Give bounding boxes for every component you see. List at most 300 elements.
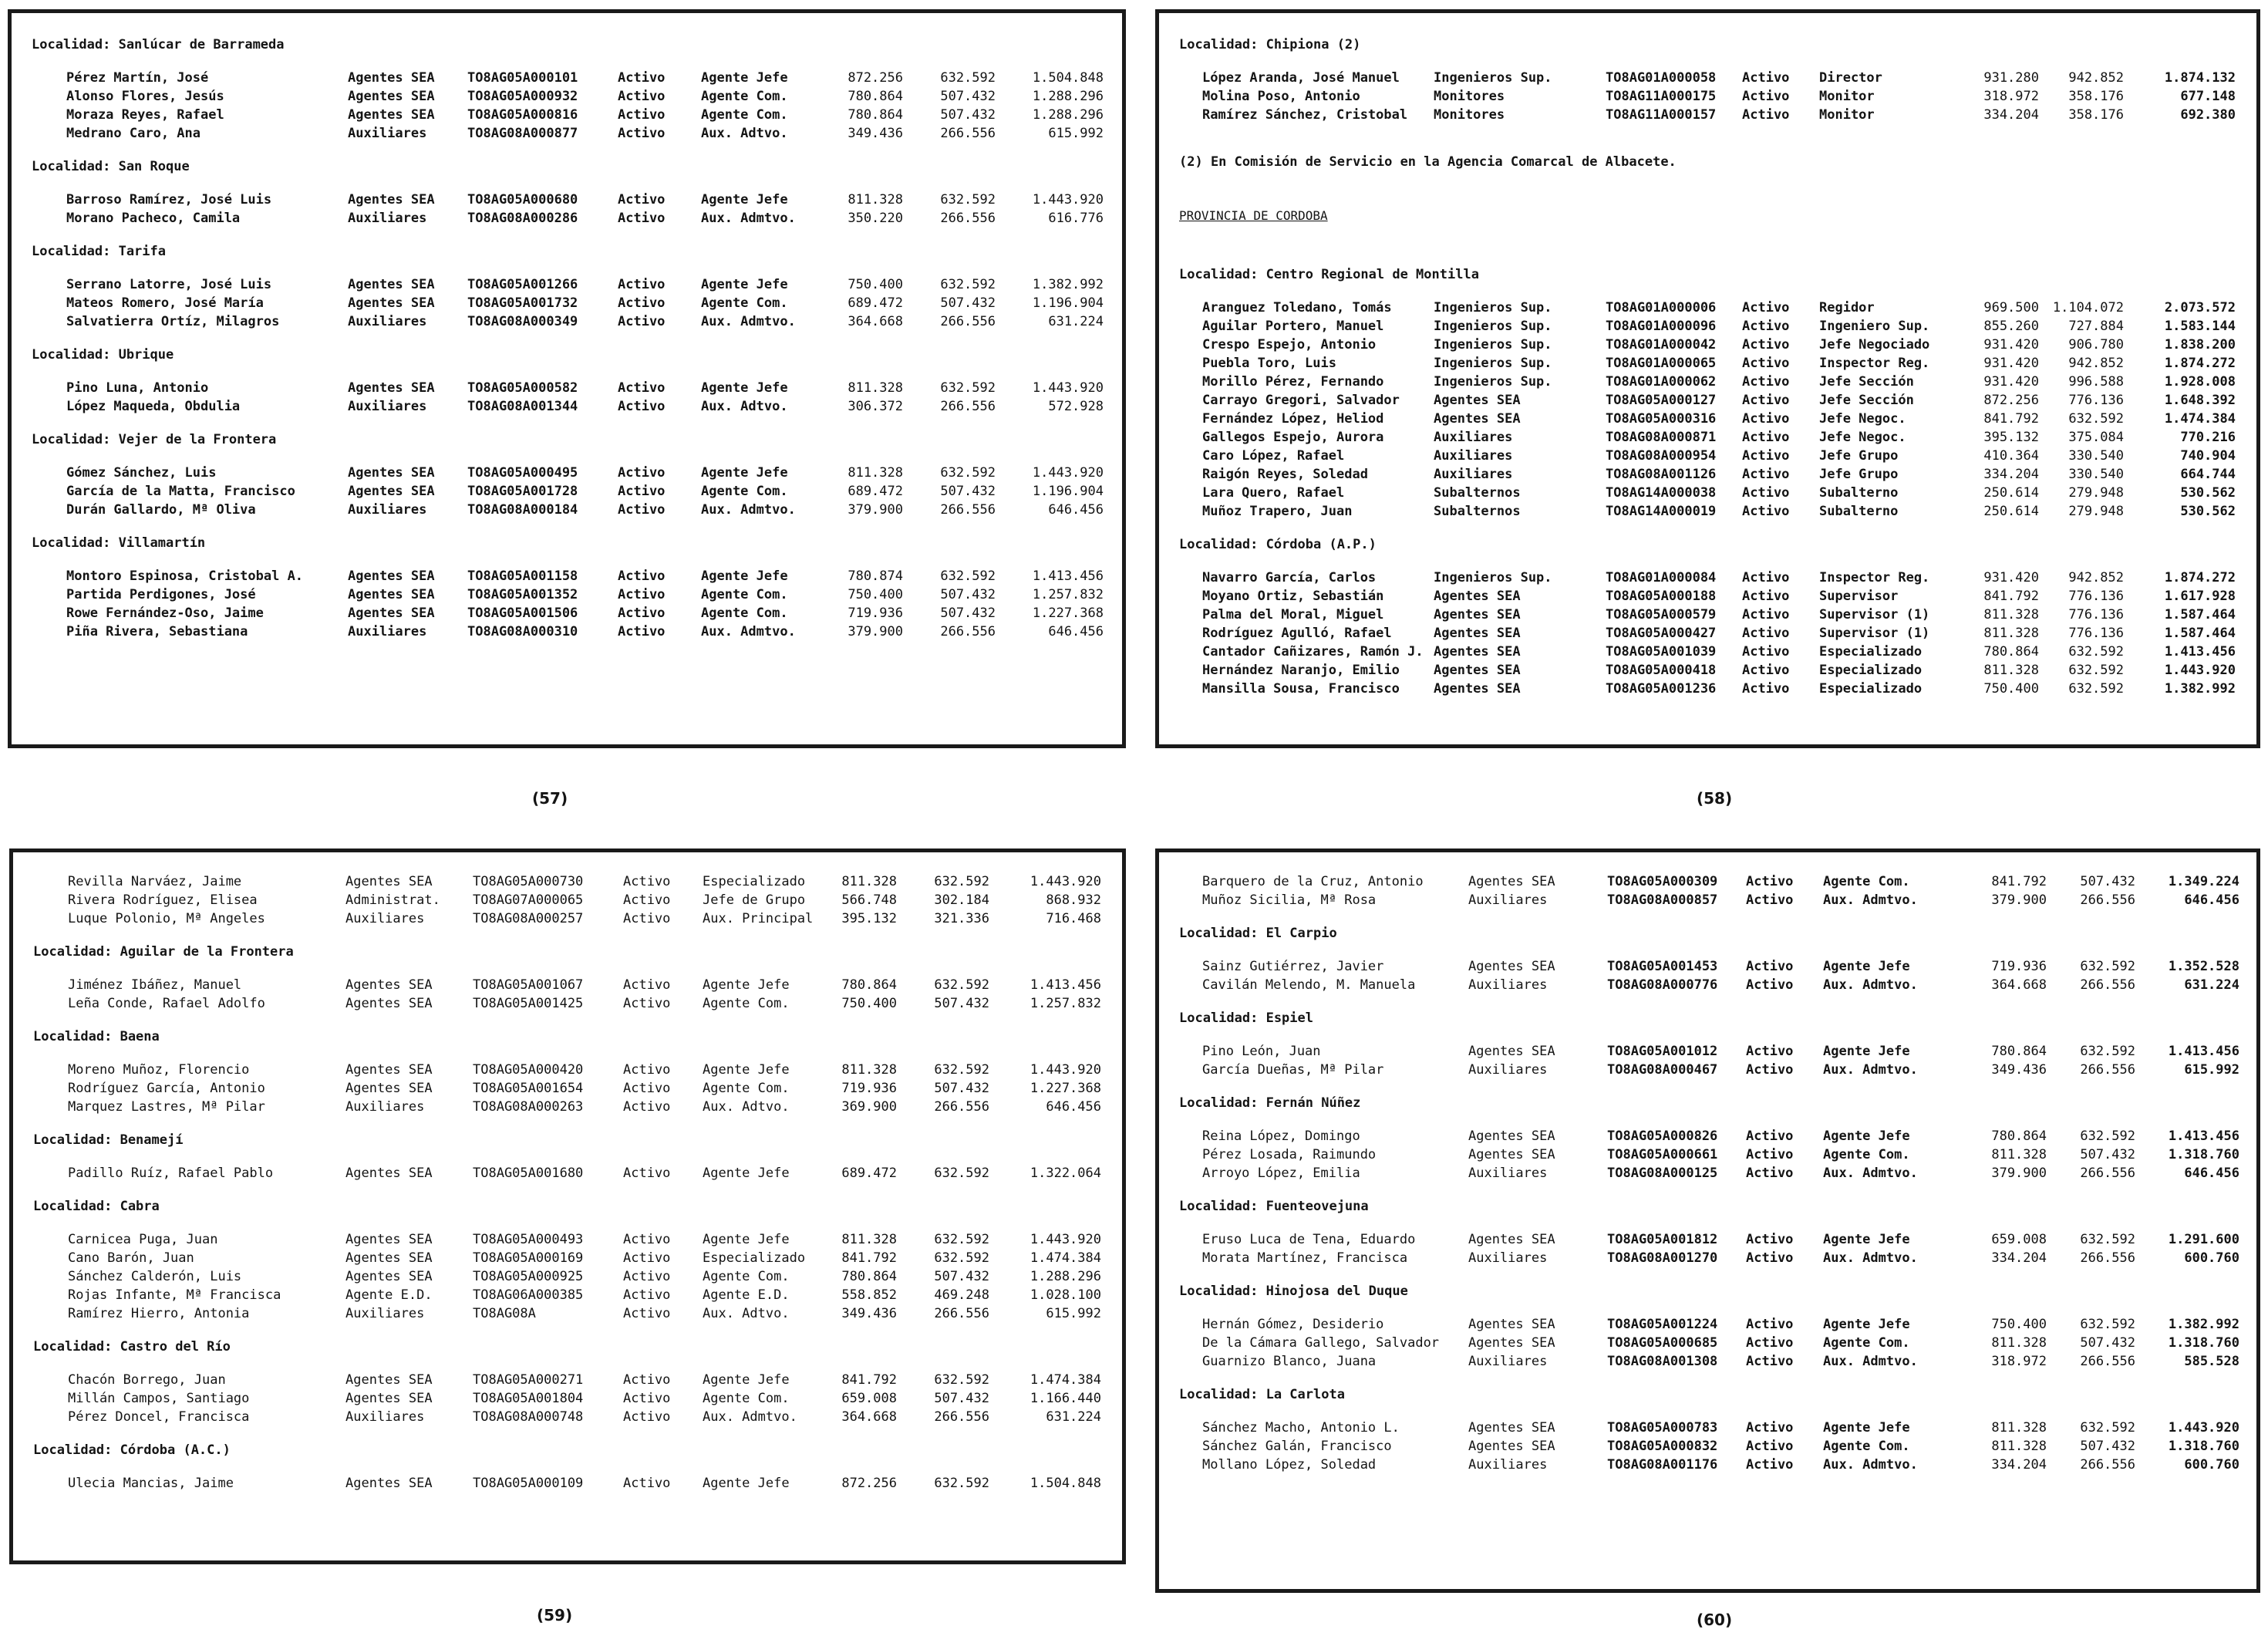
registry-code: TO8AG05A001236 (1606, 681, 1717, 697)
amount-total: 1.257.832 (1032, 587, 1104, 602)
table-row (1179, 1352, 2239, 1371)
status: Activo (618, 502, 666, 518)
post: Aux. Admtvo. (1823, 977, 1918, 993)
post: Agente Jefe (703, 977, 790, 993)
table-row (1179, 1456, 2239, 1474)
amount-total: 1.874.132 (2164, 70, 2236, 86)
amount-b: 632.592 (934, 1476, 989, 1491)
table-row (1179, 891, 2239, 909)
staff-group: Agentes SEA (345, 1166, 433, 1181)
post: Aux. Principal (703, 911, 814, 926)
amount-a: 318.972 (1991, 1354, 2047, 1369)
employee-name: Sánchez Calderón, Luis (68, 1269, 242, 1284)
status: Activo (623, 996, 671, 1011)
locality-heading: Localidad: Benamejí (33, 1132, 184, 1148)
employee-name: Ramírez Sánchez, Cristobal (1202, 107, 1408, 123)
table-row (32, 604, 1104, 622)
status: Activo (1746, 1129, 1794, 1144)
registry-code: TO8AG05A000101 (467, 70, 578, 86)
registry-code: TO8AG05A000816 (467, 107, 578, 123)
amount-a: 364.668 (1991, 977, 2047, 993)
registry-code: TO8AG05A000832 (1607, 1439, 1718, 1454)
post: Agente Com. (701, 295, 788, 311)
table-row (1179, 1164, 2239, 1182)
status: Activo (1742, 70, 1790, 86)
amount-b: 632.592 (2068, 411, 2124, 427)
status: Activo (1746, 1317, 1794, 1332)
amount-a: 379.900 (1991, 1166, 2047, 1181)
table-row (33, 1079, 1099, 1098)
employee-name: Navarro García, Carlos (1202, 570, 1377, 585)
amount-total: 1.413.456 (2168, 1129, 2239, 1144)
amount-a: 931.420 (1983, 337, 2039, 353)
staff-group: Ingenieros Sup. (1434, 70, 1552, 86)
post: Jefe Sección (1819, 374, 1914, 390)
staff-group: Auxiliares (1468, 1166, 1548, 1181)
table-row (1179, 428, 2236, 447)
table-row (1179, 606, 2236, 624)
post: Monitor (1819, 107, 1875, 123)
staff-group: Auxiliares (348, 314, 427, 329)
table-row (1179, 317, 2236, 336)
status: Activo (1742, 393, 1790, 408)
staff-group: Agentes SEA (348, 465, 435, 481)
employee-name: Morata Martínez, Francisca (1202, 1250, 1408, 1266)
status: Activo (618, 89, 666, 104)
employee-name: García de la Matta, Francisco (66, 484, 295, 499)
table-row (1179, 1334, 2239, 1352)
amount-total: 1.874.272 (2164, 356, 2236, 371)
amount-a: 719.936 (1991, 959, 2047, 974)
table-row (32, 464, 1104, 482)
registry-code: TO8AG08A000871 (1606, 430, 1717, 445)
status: Activo (1746, 1250, 1794, 1266)
amount-a: 811.328 (848, 465, 903, 481)
post: Agente Com. (701, 107, 788, 123)
amount-total: 1.587.464 (2164, 626, 2236, 641)
staff-group: Agentes SEA (348, 380, 435, 396)
post: Aux. Admtvo. (1823, 892, 1918, 908)
registry-code: TO8AG05A000109 (473, 1476, 584, 1491)
amount-b: 375.084 (2068, 430, 2124, 445)
table-row (33, 1304, 1099, 1323)
amount-a: 811.328 (841, 1232, 897, 1247)
amount-b: 507.432 (940, 587, 996, 602)
amount-total: 1.443.920 (1032, 192, 1104, 207)
table-row (1179, 568, 2236, 587)
spacer (33, 1426, 1099, 1432)
table-row (1179, 661, 2236, 680)
registry-code: TO8AG08A000286 (467, 211, 578, 226)
staff-group: Agentes SEA (1434, 663, 1521, 678)
amount-a: 780.864 (1983, 644, 2039, 660)
amount-b: 266.556 (2080, 1166, 2135, 1181)
amount-b: 330.540 (2068, 467, 2124, 482)
employee-name: Marquez Lastres, Mª Pilar (68, 1099, 265, 1115)
staff-group: Auxiliares (1434, 448, 1513, 464)
registry-code: TO8AG01A000042 (1606, 337, 1717, 353)
status: Activo (618, 107, 666, 123)
amount-total: 1.166.440 (1030, 1391, 1101, 1406)
post: Agente Jefe (703, 1166, 790, 1181)
amount-total: 646.456 (1046, 1099, 1101, 1115)
registry-code: TO8AG08A (473, 1306, 536, 1321)
status: Activo (623, 1250, 671, 1266)
spacer (32, 331, 1099, 337)
status: Activo (1742, 411, 1790, 427)
amount-a: 379.900 (848, 624, 903, 639)
staff-group: Agentes SEA (348, 192, 435, 207)
post: Jefe de Grupo (703, 892, 806, 908)
employee-name: Sainz Gutiérrez, Javier (1202, 959, 1384, 974)
amount-b: 632.592 (2068, 644, 2124, 660)
amount-total: 615.992 (2184, 1062, 2239, 1078)
status: Activo (1742, 589, 1790, 604)
employee-name: Reina López, Domingo (1202, 1129, 1360, 1144)
registry-code: TO8AG08A000954 (1606, 448, 1717, 464)
staff-group: Agentes SEA (1468, 1147, 1555, 1162)
employee-name: Guarnizo Blanco, Juana (1202, 1354, 1377, 1369)
table-row (1179, 1419, 2239, 1437)
post: Jefe Grupo (1819, 448, 1899, 464)
amount-b: 266.556 (2080, 1062, 2135, 1078)
registry-code: TO8AG05A000932 (467, 89, 578, 104)
amount-b: 507.432 (940, 484, 996, 499)
amount-total: 1.648.392 (2164, 393, 2236, 408)
registry-code: TO8AG05A001812 (1607, 1232, 1718, 1247)
post: Subalterno (1819, 504, 1899, 519)
employee-name: Pino Luna, Antonio (66, 380, 209, 396)
post: Agente Jefe (1823, 1232, 1910, 1247)
amount-a: 811.328 (848, 192, 903, 207)
amount-b: 507.432 (940, 295, 996, 311)
spacer (32, 416, 1099, 422)
amount-a: 811.328 (841, 1062, 897, 1078)
staff-group: Agentes SEA (1468, 1232, 1555, 1247)
page-60-panel (1155, 848, 2260, 1593)
employee-name: Salvatierra Ortíz, Milagros (66, 314, 280, 329)
amount-b: 507.432 (934, 1081, 989, 1096)
employee-name: Muñoz Trapero, Juan (1202, 504, 1353, 519)
post: Jefe Sección (1819, 393, 1914, 408)
amount-a: 750.400 (1991, 1317, 2047, 1332)
amount-b: 632.592 (2080, 1232, 2135, 1247)
registry-code: TO8AG08A001270 (1607, 1250, 1718, 1266)
registry-code: TO8AG01A000084 (1606, 570, 1717, 585)
status: Activo (1742, 570, 1790, 585)
registry-code: TO8AG05A000730 (473, 874, 584, 889)
province-heading: PROVINCIA DE CORDOBA (1179, 208, 1328, 223)
post: Agente Jefe (1823, 1044, 1910, 1059)
registry-code: TO8AG05A000579 (1606, 607, 1717, 622)
amount-b: 507.432 (940, 606, 996, 621)
table-row (32, 312, 1104, 331)
status: Activo (1746, 1044, 1794, 1059)
post: Agente Jefe (701, 380, 788, 396)
amount-a: 349.436 (841, 1306, 897, 1321)
amount-a: 841.792 (841, 1250, 897, 1266)
amount-total: 1.587.464 (2164, 607, 2236, 622)
staff-group: Ingenieros Sup. (1434, 374, 1552, 390)
amount-total: 740.904 (2180, 448, 2236, 464)
status: Activo (618, 314, 666, 329)
employee-name: Gómez Sánchez, Luis (66, 465, 217, 481)
status: Activo (623, 1372, 671, 1388)
amount-a: 811.328 (1983, 663, 2039, 678)
table-row (1179, 354, 2236, 373)
status: Activo (623, 1269, 671, 1284)
amount-a: 780.864 (848, 89, 903, 104)
spacer (1179, 251, 2233, 257)
amount-b: 632.592 (940, 192, 996, 207)
registry-code: TO8AG08A000184 (467, 502, 578, 518)
amount-total: 1.318.760 (2168, 1335, 2239, 1351)
status: Activo (1742, 448, 1790, 464)
table-row (33, 1286, 1099, 1304)
table-row (1179, 373, 2236, 391)
post: Aux. Adtvo. (701, 399, 788, 414)
employee-name: Carrayo Gregori, Salvador (1202, 393, 1400, 408)
status: Activo (623, 1062, 671, 1078)
amount-a: 659.008 (841, 1391, 897, 1406)
staff-group: Agentes SEA (1468, 1335, 1555, 1351)
post: Agente Jefe (701, 568, 788, 584)
post: Regidor (1819, 300, 1875, 315)
amount-b: 266.556 (2080, 1250, 2135, 1266)
amount-total: 664.744 (2180, 467, 2236, 482)
status: Activo (1742, 644, 1790, 660)
registry-code: TO8AG08A001344 (467, 399, 578, 414)
staff-group: Agentes SEA (1434, 607, 1521, 622)
status: Activo (618, 624, 666, 639)
staff-group: Agentes SEA (1434, 393, 1521, 408)
registry-code: TO8AG05A000169 (473, 1250, 584, 1266)
amount-a: 931.420 (1983, 374, 2039, 390)
amount-total: 1.318.760 (2168, 1147, 2239, 1162)
registry-code: TO8AG05A000925 (473, 1269, 584, 1284)
table-row (1179, 391, 2236, 410)
employee-name: Aranguez Toledano, Tomás (1202, 300, 1392, 315)
post: Agente Jefe (701, 192, 788, 207)
registry-code: TO8AG05A001804 (473, 1391, 584, 1406)
registry-code: TO8AG05A000420 (473, 1062, 584, 1078)
spacer (1179, 1267, 2233, 1274)
employee-name: Fernández López, Heliod (1202, 411, 1384, 427)
status: Activo (1742, 374, 1790, 390)
amount-total: 1.288.296 (1032, 89, 1104, 104)
amount-b: 266.556 (934, 1409, 989, 1425)
employee-name: Moyano Ortiz, Sebastián (1202, 589, 1384, 604)
employee-name: Serrano Latorre, José Luis (66, 277, 272, 292)
amount-total: 1.288.296 (1032, 107, 1104, 123)
status: Activo (618, 126, 666, 141)
status: Activo (618, 70, 666, 86)
amount-b: 632.592 (2080, 959, 2135, 974)
amount-a: 395.132 (1983, 430, 2039, 445)
amount-total: 1.413.456 (1032, 568, 1104, 584)
amount-b: 727.884 (2068, 319, 2124, 334)
amount-a: 872.256 (841, 1476, 897, 1491)
table-row (1179, 502, 2236, 521)
amount-a: 811.328 (1983, 626, 2039, 641)
employee-name: Piña Rivera, Sebastiana (66, 624, 248, 639)
locality-heading: Localidad: Córdoba (A.C.) (33, 1442, 231, 1458)
amount-total: 1.443.920 (1032, 380, 1104, 396)
table-row (33, 1061, 1099, 1079)
table-row (33, 1267, 1099, 1286)
post: Ingeniero Sup. (1819, 319, 1930, 334)
amount-b: 632.592 (934, 1062, 989, 1078)
employee-name: Luque Polonio, Mª Angeles (68, 911, 265, 926)
status: Activo (623, 911, 671, 926)
amount-b: 632.592 (2080, 1420, 2135, 1436)
post: Agente Jefe (701, 70, 788, 86)
amount-total: 1.504.848 (1030, 1476, 1101, 1491)
status: Activo (1746, 1166, 1794, 1181)
amount-a: 855.260 (1983, 319, 2039, 334)
amount-a: 841.792 (1991, 874, 2047, 889)
employee-name: Palma del Moral, Miguel (1202, 607, 1384, 622)
amount-b: 266.556 (940, 624, 996, 639)
amount-a: 250.614 (1983, 485, 2039, 501)
amount-total: 646.456 (2184, 892, 2239, 908)
table-row (1179, 447, 2236, 465)
amount-a: 719.936 (848, 606, 903, 621)
amount-b: 632.592 (2080, 1129, 2135, 1144)
registry-code: TO8AG05A000826 (1607, 1129, 1718, 1144)
page-58-panel (1155, 9, 2260, 748)
status: Activo (623, 1166, 671, 1181)
amount-a: 750.400 (1983, 681, 2039, 697)
amount-a: 780.864 (841, 977, 897, 993)
staff-group: Agentes SEA (345, 996, 433, 1011)
status: Activo (1742, 663, 1790, 678)
amount-a: 334.204 (1983, 107, 2039, 123)
page-number-57: (57) (532, 789, 568, 808)
employee-name: Sánchez Macho, Antonio L. (1202, 1420, 1400, 1436)
post: Aux. Admtvo. (1823, 1166, 1918, 1181)
staff-group: Auxiliares (1468, 1062, 1548, 1078)
amount-total: 646.456 (1048, 502, 1104, 518)
spacer (33, 1323, 1099, 1329)
amount-b: 279.948 (2068, 504, 2124, 519)
table-row (32, 379, 1104, 397)
post: Aux. Admtvo. (1823, 1250, 1918, 1266)
post: Aux. Admtvo. (703, 1409, 797, 1425)
staff-group: Agentes SEA (345, 1372, 433, 1388)
table-row (1179, 484, 2236, 502)
employee-name: Puebla Toro, Luis (1202, 356, 1336, 371)
locality-heading: Localidad: Fuenteovejuna (1179, 1199, 1369, 1214)
post: Inspector Reg. (1819, 570, 1930, 585)
status: Activo (1746, 1232, 1794, 1247)
registry-code: TO8AG11A000175 (1606, 89, 1717, 104)
locality-heading: Localidad: Fernán Núñez (1179, 1095, 1361, 1111)
amount-b: 507.432 (940, 107, 996, 123)
status: Activo (1742, 319, 1790, 334)
employee-name: Barquero de la Cruz, Antonio (1202, 874, 1424, 889)
post: Especializado (1819, 681, 1923, 697)
amount-total: 1.382.992 (2164, 681, 2236, 697)
staff-group: Ingenieros Sup. (1434, 570, 1552, 585)
post: Director (1819, 70, 1882, 86)
post: Aux. Admtvo. (701, 211, 796, 226)
post: Agente Com. (1823, 1147, 1910, 1162)
amount-total: 1.474.384 (2164, 411, 2236, 427)
registry-code: TO8AG08A000349 (467, 314, 578, 329)
post: Agente Com. (703, 1269, 790, 1284)
status: Activo (1742, 89, 1790, 104)
staff-group: Agentes SEA (1468, 959, 1555, 974)
amount-a: 811.328 (1983, 607, 2039, 622)
amount-total: 716.468 (1046, 911, 1101, 926)
staff-group: Agentes SEA (348, 484, 435, 499)
employee-name: Crespo Espejo, Antonio (1202, 337, 1377, 353)
employee-name: Pérez Losada, Raimundo (1202, 1147, 1377, 1162)
status: Activo (623, 1391, 671, 1406)
amount-total: 868.932 (1046, 892, 1101, 908)
staff-group: Agentes SEA (348, 568, 435, 584)
staff-group: Auxiliares (348, 211, 427, 226)
staff-group: Agentes SEA (345, 1081, 433, 1096)
staff-group: Auxiliares (345, 1099, 425, 1115)
locality-heading: Localidad: San Roque (32, 159, 190, 174)
table-row (32, 294, 1104, 312)
post: Especializado (703, 874, 806, 889)
table-row (32, 397, 1104, 416)
amount-a: 350.220 (848, 211, 903, 226)
amount-b: 266.556 (940, 211, 996, 226)
table-row (1179, 587, 2236, 606)
amount-total: 1.443.920 (1030, 874, 1101, 889)
amount-total: 1.838.200 (2164, 337, 2236, 353)
amount-b: 632.592 (940, 465, 996, 481)
amount-b: 266.556 (940, 502, 996, 518)
table-row (32, 622, 1104, 641)
registry-code: TO8AG05A001506 (467, 606, 578, 621)
amount-b: 632.592 (940, 568, 996, 584)
post: Aux. Admtvo. (701, 624, 796, 639)
status: Activo (623, 1287, 671, 1303)
staff-group: Agentes SEA (345, 1232, 433, 1247)
post: Aux. Admtvo. (701, 314, 796, 329)
employee-name: Revilla Narváez, Jaime (68, 874, 242, 889)
status: Activo (1746, 959, 1794, 974)
staff-group: Agentes SEA (1468, 874, 1555, 889)
amount-a: 306.372 (848, 399, 903, 414)
amount-b: 776.136 (2068, 393, 2124, 408)
employee-name: Rivera Rodríguez, Elisea (68, 892, 258, 908)
employee-name: Rodríguez Agulló, Rafael (1202, 626, 1392, 641)
status: Activo (1742, 467, 1790, 482)
registry-code: TO8AG06A000385 (473, 1287, 584, 1303)
post: Aux. Admtvo. (1823, 1062, 1918, 1078)
table-row (1179, 976, 2239, 994)
table-row (1179, 1437, 2239, 1456)
registry-code: TO8AG05A000127 (1606, 393, 1717, 408)
table-row (33, 976, 1099, 994)
amount-b: 266.556 (2080, 1457, 2135, 1473)
table-row (1179, 872, 2239, 891)
staff-group: Auxiliares (348, 624, 427, 639)
employee-name: Cavilán Melendo, M. Manuela (1202, 977, 1416, 993)
registry-code: TO8AG05A000427 (1606, 626, 1717, 641)
amount-a: 349.436 (848, 126, 903, 141)
table-row (1179, 1230, 2239, 1249)
post: Supervisor (1) (1819, 626, 1930, 641)
amount-total: 615.992 (1048, 126, 1104, 141)
locality-heading: Localidad: Espiel (1179, 1010, 1313, 1026)
